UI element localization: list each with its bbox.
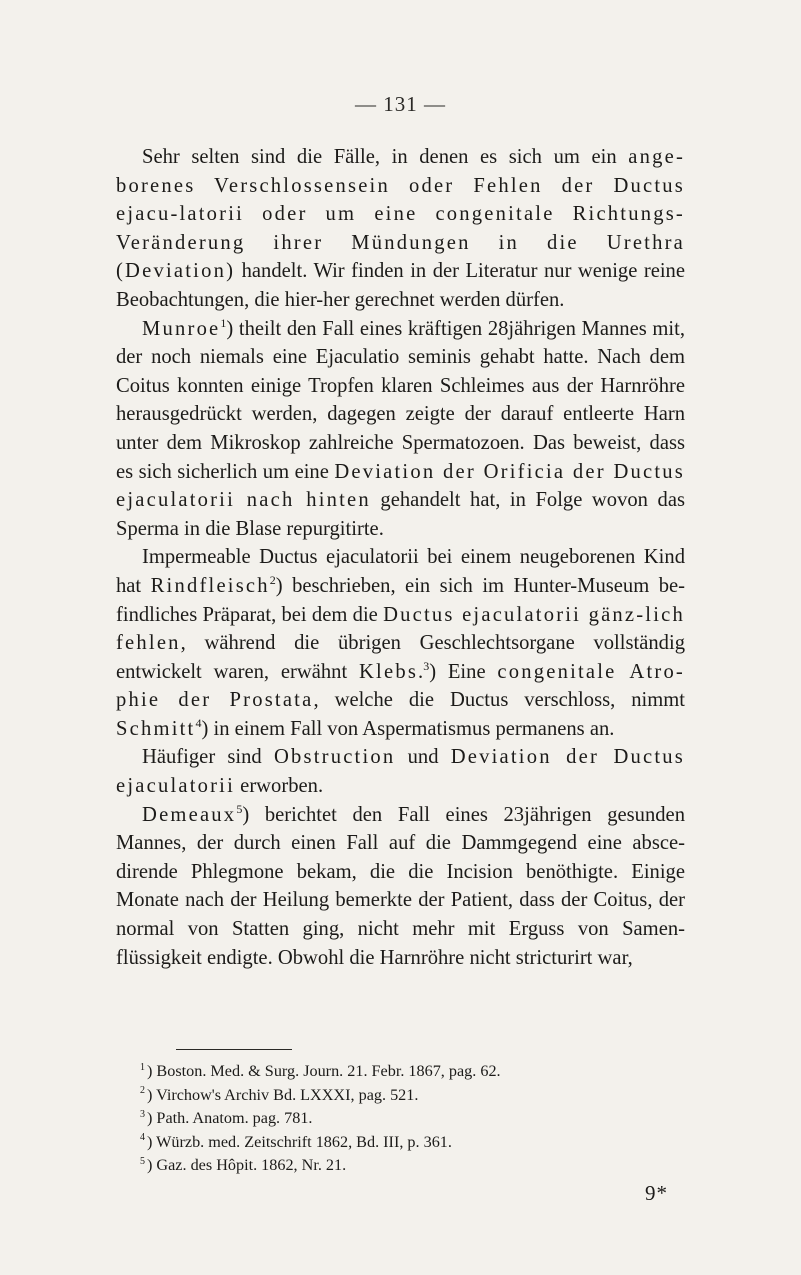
text-run: , während die übrigen Geschlechtsorgane vollständig entwickelt waren, erwähnt [116, 632, 685, 683]
footnote-ref: 3 [423, 658, 430, 673]
body-text [116, 143, 685, 972]
text-run: ) beschrieben, ein sich im Hunter-Museum be-findliches Präparat, bei dem die [116, 574, 685, 626]
emphasis-text: Munroe [142, 317, 221, 340]
emphasis-text: congenitale Atro-phie der Prostata [116, 660, 685, 712]
emphasis-text: Schmitt [116, 717, 196, 740]
text-run: ) berichtet den Fall eines 23jährigen gesunden Mannes, der durch einen Fall auf die Dammgegend eine absce-dirende Phlegmone bekam, die die Incision benöthigte. Einige Monate nach der Heilung bemerkte der Patient, dass der Coitus, der normal von Statten ging, nicht mehr mit Erguss von Samen-flüssigkeit endigte. Obwohl die Harnröhre nicht stricturirt war, [116, 803, 685, 969]
footnote-ref: 1 [220, 315, 227, 330]
footnote-mark: 1 [140, 1061, 145, 1073]
emphasis-text: Deviation der Ductus ejaculatorii [116, 746, 685, 798]
footnote-mark: 5 [140, 1155, 145, 1167]
footnote [140, 1131, 700, 1155]
footnote-ref: 2 [269, 573, 276, 588]
emphasis-text: Deviation der Orificia der Ductus ejaculatorii nach hinten [116, 460, 685, 512]
footnote [140, 1060, 700, 1084]
footnote-divider [176, 1049, 292, 1050]
emphasis-text: Ductus ejaculatorii gänz-lich fehlen [116, 603, 685, 655]
paragraph [116, 743, 685, 800]
paragraph [116, 801, 685, 973]
emphasis-text: Obstruction [273, 746, 396, 769]
text-run: erworben. [235, 775, 324, 798]
text-run: . [418, 660, 424, 683]
footnote [140, 1084, 700, 1108]
text-run: gehandelt hat, in Folge wovon das Sperma in die Blase repurgitirte. [116, 489, 685, 540]
footnote-mark: 2 [140, 1085, 145, 1097]
emphasis-text: Rindfleisch [150, 574, 270, 597]
text-run: und [395, 746, 451, 769]
emphasis-text: Klebs [358, 660, 419, 683]
paragraph [116, 543, 685, 743]
paragraph [116, 143, 685, 315]
footnote [140, 1107, 700, 1131]
emphasis-text: ange-borenes Verschlossensein oder Fehlen der Ductus ejacu-latorii oder um eine congenitale Richtungs-Veränderung ihrer Mündungen in die Urethra (Deviation) [116, 146, 685, 283]
footnote-text: ) Path. Anatom. pag. 781. [147, 1109, 313, 1127]
text-run: Impermeable Ductus ejaculatorii bei einem neugeborenen Kind hat [116, 546, 685, 597]
footnote-text: ) Virchow's Archiv Bd. LXXXI, pag. 521. [147, 1085, 419, 1104]
emphasis-text: Demeaux [142, 803, 237, 826]
text-run: , welche die Ductus verschloss, nimmt [313, 689, 685, 712]
footnote-mark: 4 [140, 1132, 145, 1144]
footnote-mark: 3 [140, 1108, 145, 1120]
footnote-ref: 5 [236, 801, 243, 816]
footnote-ref: 4 [195, 716, 202, 731]
footnotes [140, 1060, 700, 1178]
text-run: ) Eine [429, 660, 498, 683]
text-run: handelt. Wir finden in der Literatur nur wenige reine Beobachtungen, die hier-her gerechnet werden dürfen. [116, 260, 685, 311]
footnote [140, 1154, 700, 1178]
footnote-text: ) Gaz. des Hôpit. 1862, Nr. 21. [147, 1156, 347, 1174]
paragraph [116, 315, 685, 544]
footnote-text: ) Boston. Med. & Surg. Journ. 21. Febr. 1867, pag. 62. [147, 1062, 501, 1080]
signature-mark: 9* [645, 1181, 668, 1205]
footnote-text: ) Würzb. med. Zeitschrift 1862, Bd. III, p. 361. [147, 1132, 452, 1151]
text-run: ) theilt den Fall eines kräftigen 28jährigen Mannes mit, der noch niemals eine Ejaculatio seminis gehabt hatte. Nach dem Coitus konnten einige Tropfen klaren Schleimes aus der Harnröhre herausgedrückt werden, dagegen zeigte der darauf entleerte Harn unter dem Mikroskop zahlreiche Spermatozoen. Das beweist, dass es sich sicherlich um eine [116, 317, 685, 483]
text-run: Häufiger sind [142, 746, 274, 769]
text-run: Sehr selten sind die Fälle, in denen es sich um ein [142, 146, 629, 168]
page-number-header: — 131 — [355, 92, 446, 116]
text-run: ) in einem Fall von Aspermatismus permanens an. [201, 717, 615, 740]
